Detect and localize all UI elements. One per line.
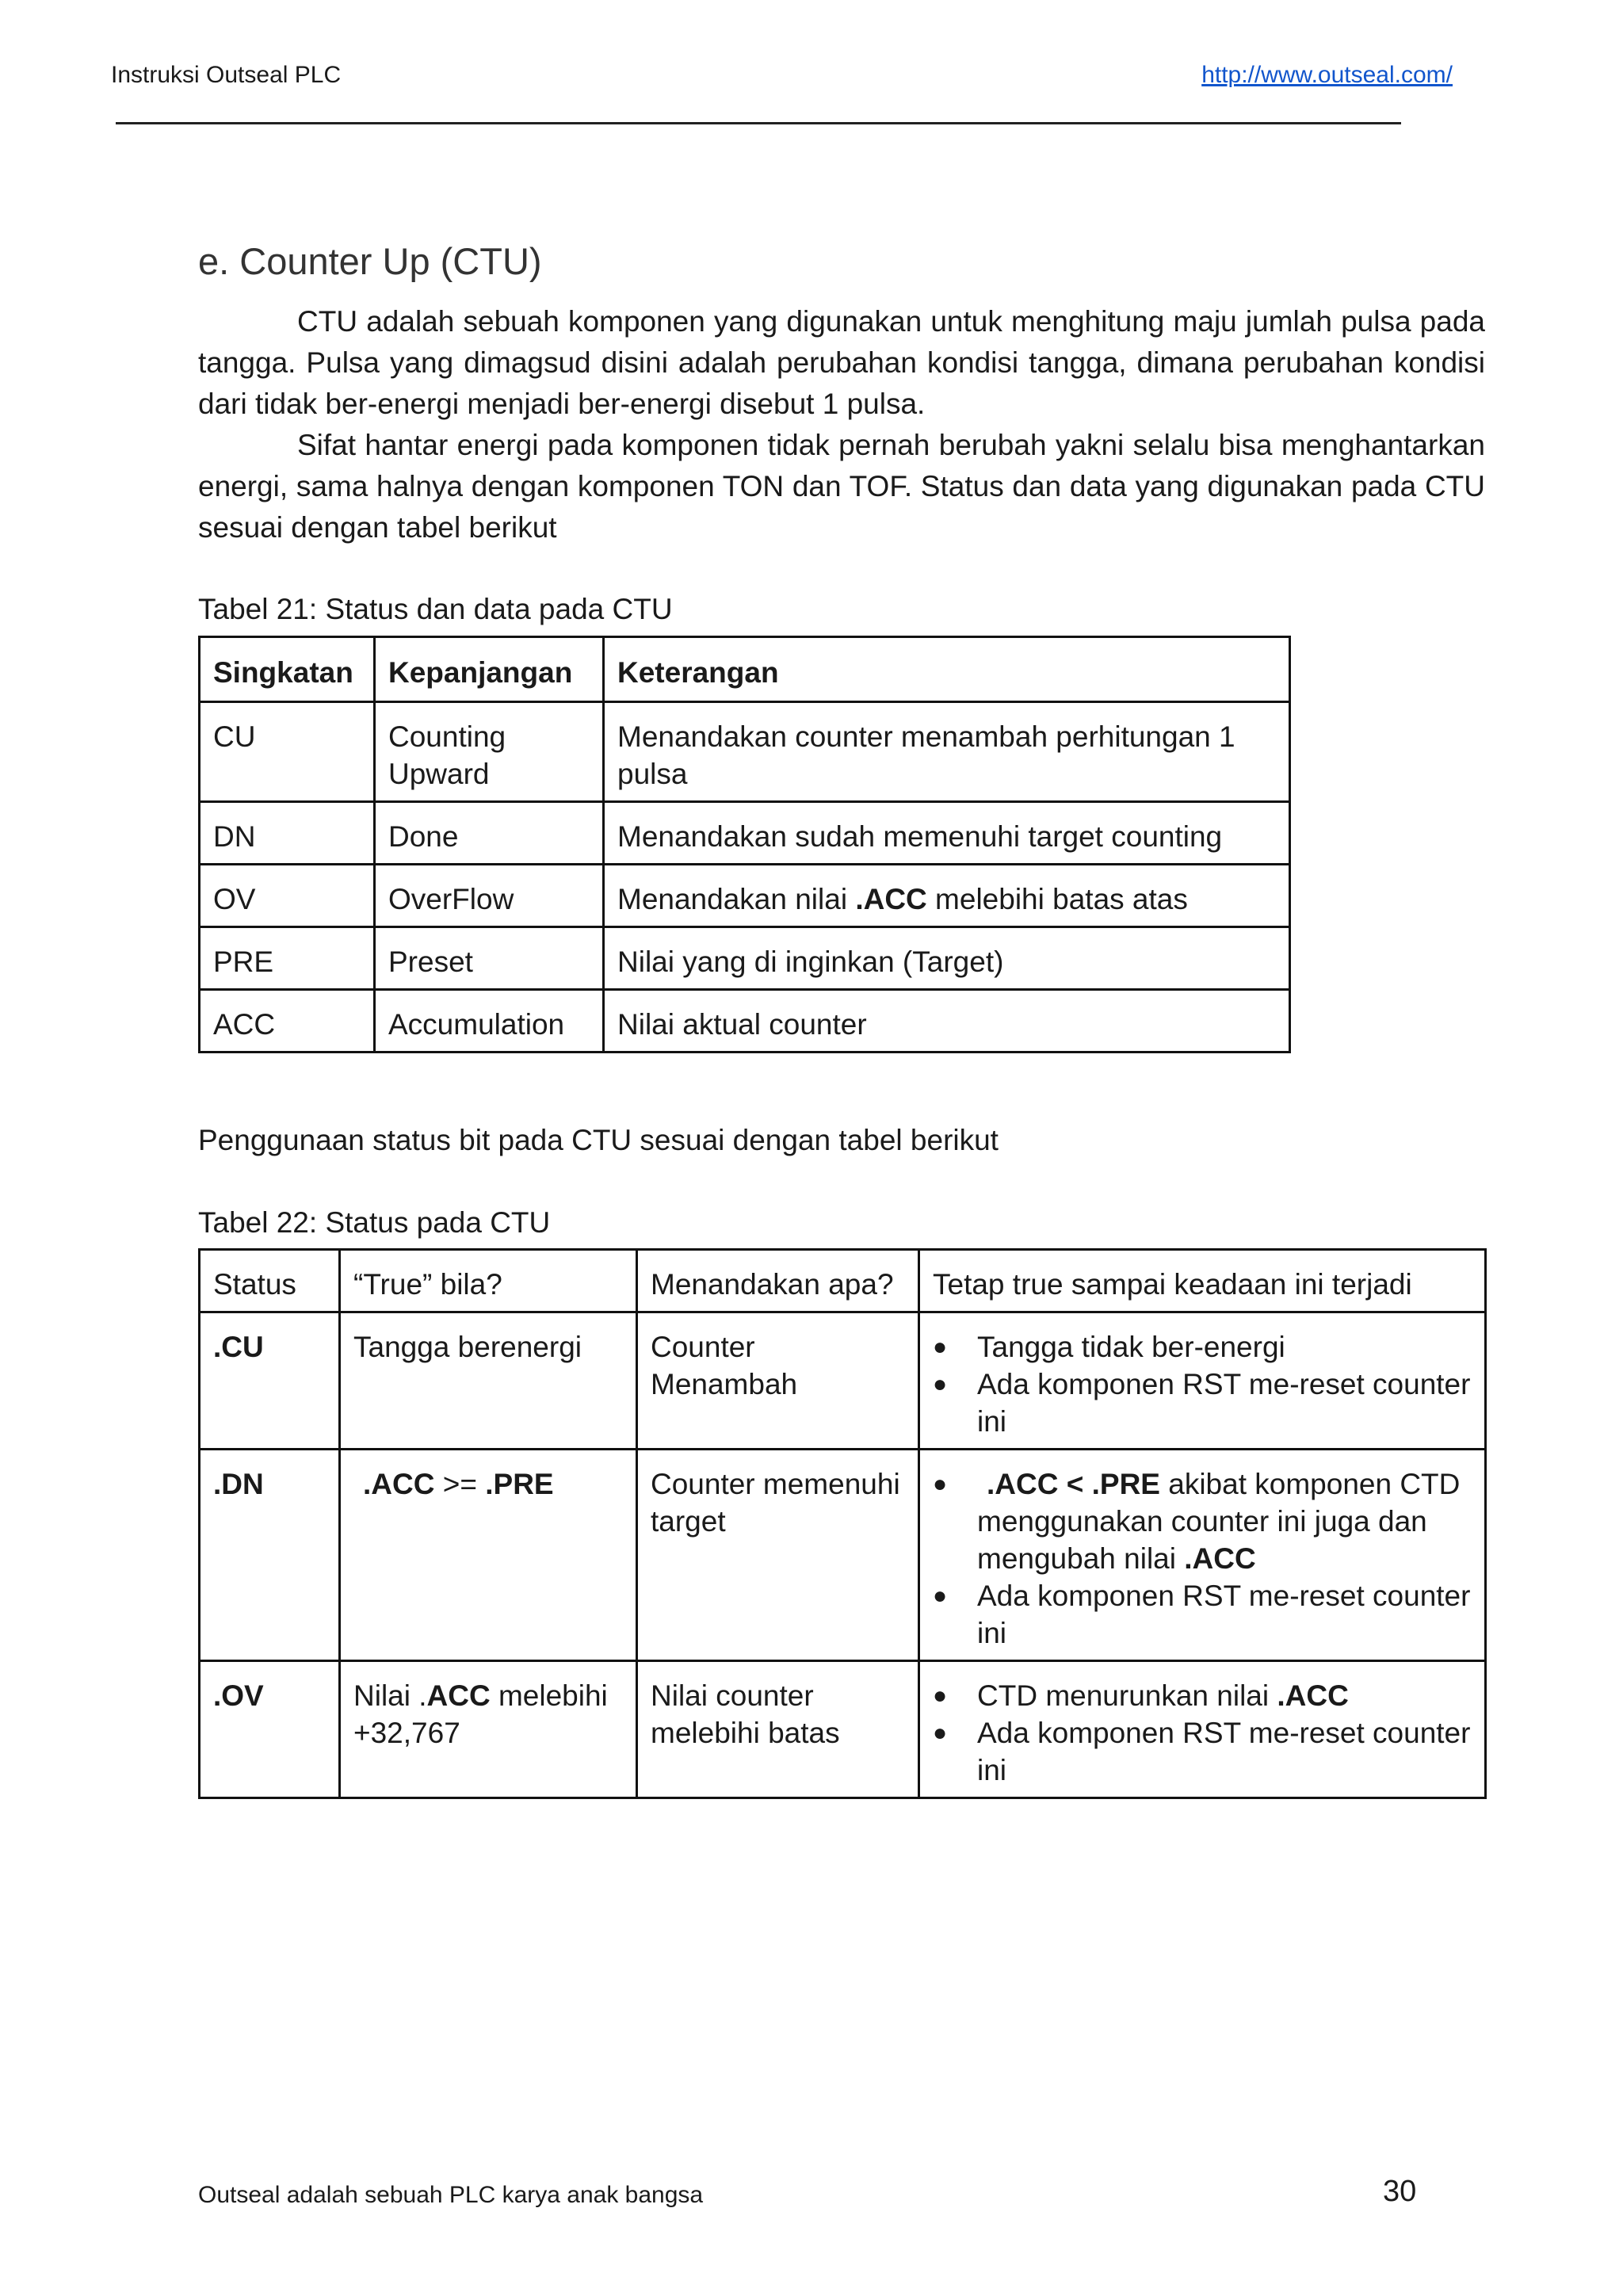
header-link[interactable]: http://www.outseal.com/: [1201, 62, 1453, 88]
table-row: [200, 865, 1290, 927]
table-cell: Counter memenuhi target: [637, 1450, 919, 1661]
table-cell: OverFlow: [375, 865, 604, 927]
table-row: [200, 927, 1290, 990]
cell-text: >=: [434, 1468, 486, 1500]
table-cell: Nilai yang di inginkan (Target): [604, 927, 1290, 990]
list-item: ● Ada komponen RST me-reset counter ini: [933, 1714, 1472, 1789]
table-cell: .DN: [200, 1450, 340, 1661]
footer-text: Outseal adalah sebuah PLC karya anak bangsa: [198, 2182, 704, 2208]
cell-text: Nilai .: [353, 1679, 427, 1712]
list-text-bold: .ACC: [1184, 1542, 1256, 1575]
column-header: Keterangan: [604, 637, 1290, 702]
list-text-bold: .ACC: [1277, 1679, 1349, 1712]
column-header: Kepanjangan: [375, 637, 604, 702]
status-bit-table: [198, 1248, 1487, 1799]
list-text-bold: .ACC < .PRE: [987, 1468, 1160, 1500]
table-row: [200, 1312, 1486, 1450]
cell-text-bold: .PRE: [485, 1468, 554, 1500]
table-cell: Nilai counter melebihi batas: [637, 1661, 919, 1798]
cell-text: melebihi +32,767: [353, 1679, 608, 1749]
table-cell: .OV: [200, 1661, 340, 1798]
table-row: [200, 1450, 1486, 1661]
table-cell: Accumulation: [375, 990, 604, 1052]
cell-text-bold: ACC: [426, 1679, 491, 1712]
list-item: [933, 1465, 1472, 1577]
table-cell: PRE: [200, 927, 375, 990]
bullet-list: [933, 1328, 1472, 1440]
paragraph: Sifat hantar energi pada komponen tidak pernah berubah yakni selalu bisa menghantarkan energi, sama halnya dengan komponen TON dan TOF. Status dan data yang digunakan pada CTU sesuai dengan tabel berikut: [198, 429, 1485, 544]
list-item: ● Ada komponen RST me-reset counter ini: [933, 1577, 1472, 1652]
list-text: CTD menurunkan nilai: [977, 1679, 1277, 1712]
table-cell: [919, 1312, 1486, 1450]
table-cell: CU: [200, 702, 375, 802]
table-row: [200, 1661, 1486, 1798]
table-cell: [340, 1661, 637, 1798]
table-cell: Done: [375, 802, 604, 865]
table-row: [200, 990, 1290, 1052]
table-caption: Tabel 21: Status dan data pada CTU: [198, 593, 673, 625]
table-cell: Counter Menambah: [637, 1312, 919, 1450]
page-number: 30: [1383, 2175, 1417, 2208]
list-text: akibat komponen CTD menggunakan counter ini juga dan mengubah nilai: [977, 1468, 1461, 1575]
table-row: [200, 702, 1290, 802]
column-header: Status: [200, 1250, 340, 1312]
cell-text-bold: .ACC: [363, 1468, 435, 1500]
list-item: ● Ada komponen RST me-reset counter ini: [933, 1366, 1472, 1440]
list-item: [933, 1677, 1472, 1714]
table-cell: [604, 865, 1290, 927]
cell-text-bold: .ACC: [855, 883, 927, 915]
table-header-row: [200, 1250, 1486, 1312]
table-cell: ACC: [200, 990, 375, 1052]
status-data-table: [198, 636, 1291, 1053]
table-cell: OV: [200, 865, 375, 927]
table-cell: [340, 1450, 637, 1661]
table-cell: Menandakan counter menambah perhitungan 1 pulsa: [604, 702, 1290, 802]
body-text: Penggunaan status bit pada CTU sesuai dengan tabel berikut: [198, 1124, 999, 1156]
column-header: Menandakan apa?: [637, 1250, 919, 1312]
paragraph: CTU adalah sebuah komponen yang digunakan untuk menghitung maju jumlah pulsa pada tangga. Pulsa yang dimagsud disini adalah perubahan kondisi tangga, dimana perubahan kondisi dari tidak ber-energi menjadi ber-energi disebut 1 pulsa.: [198, 305, 1485, 420]
table-cell: DN: [200, 802, 375, 865]
section-title: e. Counter Up (CTU): [198, 240, 542, 282]
header-title: Instruksi Outseal PLC: [111, 62, 342, 88]
column-header: “True” bila?: [340, 1250, 637, 1312]
table-row: [200, 802, 1290, 865]
table-cell: Menandakan sudah memenuhi target counting: [604, 802, 1290, 865]
bullet-list: [933, 1677, 1472, 1789]
table-cell: Preset: [375, 927, 604, 990]
table-cell: Tangga berenergi: [340, 1312, 637, 1450]
table-cell: Counting Upward: [375, 702, 604, 802]
column-header: Singkatan: [200, 637, 375, 702]
cell-text: melebihi batas atas: [926, 883, 1188, 915]
header-divider: [116, 122, 1401, 124]
list-item: ● Tangga tidak ber-energi: [933, 1328, 1472, 1366]
bullet-list: [933, 1465, 1472, 1652]
cell-text: Menandakan nilai: [617, 883, 856, 915]
table-cell: [919, 1661, 1486, 1798]
table-cell: [919, 1450, 1486, 1661]
table-caption: Tabel 22: Status pada CTU: [198, 1206, 551, 1239]
table-cell: .CU: [200, 1312, 340, 1450]
table-header-row: [200, 637, 1290, 702]
column-header: Tetap true sampai keadaan ini terjadi: [919, 1250, 1486, 1312]
table-cell: Nilai aktual counter: [604, 990, 1290, 1052]
body-text: [198, 301, 1485, 548]
